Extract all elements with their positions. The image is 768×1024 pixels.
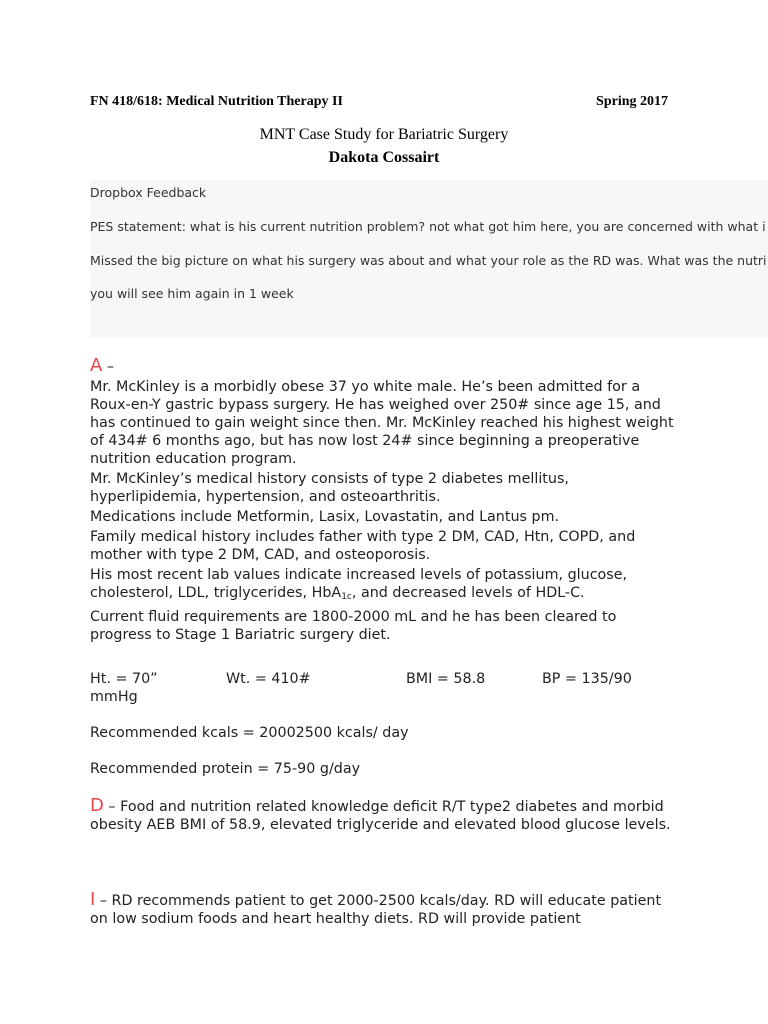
assessment-paragraph: Mr. McKinley’s medical history consists of type 2 diabetes mellitus, hyperlipidemia, hypertension, and osteoarthritis. <box>90 471 569 505</box>
protein-recommendation: Recommended protein = 75-90 g/day <box>90 761 361 777</box>
feedback-line: you will see him again in 1 week <box>90 286 294 301</box>
intervention-section <box>90 891 680 928</box>
weight-value: Wt. = 410# <box>226 671 311 687</box>
assessment-section <box>90 357 680 646</box>
intervention-text: – RD recommends patient to get 2000-2500 kcals/day. RD will educate patient on low sodium foods and heart healthy diets. RD will provide patient <box>90 893 662 927</box>
bp-value: BP = 135/90 <box>542 671 632 687</box>
lab-text: His most recent lab values indicate increased levels of potassium, glucose, cholesterol, LDL, triglycerides, HbA <box>90 567 628 601</box>
diagnosis-letter: D <box>90 795 104 816</box>
bp-unit: mmHg <box>90 689 138 705</box>
diagnosis-section <box>90 797 680 834</box>
feedback-line: Missed the big picture on what his surgery was about and what your role as the RD was. What was the nutri <box>90 253 767 268</box>
assessment-heading <box>90 357 680 376</box>
feedback-heading: Dropbox Feedback <box>90 185 207 200</box>
vitals-row <box>90 670 680 710</box>
bmi-value: BMI = 58.8 <box>406 671 486 687</box>
assessment-paragraph: Mr. McKinley is a morbidly obese 37 yo white male. He’s been admitted for a Roux-en-Y gastric bypass surgery. He has weighed over 250# since age 15, and has continued to gain weight since then. Mr. McKinley reached his highest weight of 434# 6 months ago, but has now lost 24# since beginning a preoperative nutrition education program. <box>90 379 674 467</box>
document-header <box>90 94 668 114</box>
dropbox-feedback-panel <box>90 180 768 338</box>
kcal-recommendation: Recommended kcals = 20002500 kcals/ day <box>90 725 409 741</box>
assessment-letter: A <box>90 355 103 376</box>
document-title: MNT Case Study for Bariatric Surgery <box>259 126 509 143</box>
assessment-dash: – <box>102 359 115 375</box>
assessment-paragraph: Family medical history includes father with type 2 DM, CAD, Htn, COPD, and mother with type 2 DM, CAD, and osteoporosis. <box>90 529 636 563</box>
document-title-block <box>90 123 678 169</box>
assessment-paragraph: Current fluid requirements are 1800-2000 mL and he has been cleared to progress to Stage 1 Bariatric surgery diet. <box>90 609 617 643</box>
lab-text: , and decreased levels of HDL-C. <box>351 585 585 601</box>
lab-subscript: 1c <box>341 592 352 602</box>
intervention-letter: I <box>90 889 96 910</box>
diagnosis-text: – Food and nutrition related knowledge deficit R/T type2 diabetes and morbid obesity AEB BMI of 58.9, elevated triglyceride and elevated blood glucose levels. <box>90 799 671 833</box>
course-title: FN 418/618: Medical Nutrition Therapy II <box>90 94 343 109</box>
height-value: Ht. = 70” <box>90 671 158 687</box>
feedback-line: PES statement: what is his current nutrition problem? not what got him here, you are concerned with what i <box>90 219 766 234</box>
author-name: Dakota Cossairt <box>328 149 440 166</box>
assessment-paragraph <box>90 566 680 606</box>
semester-label: Spring 2017 <box>596 94 668 109</box>
assessment-paragraph: Medications include Metformin, Lasix, Lovastatin, and Lantus pm. <box>90 509 560 525</box>
